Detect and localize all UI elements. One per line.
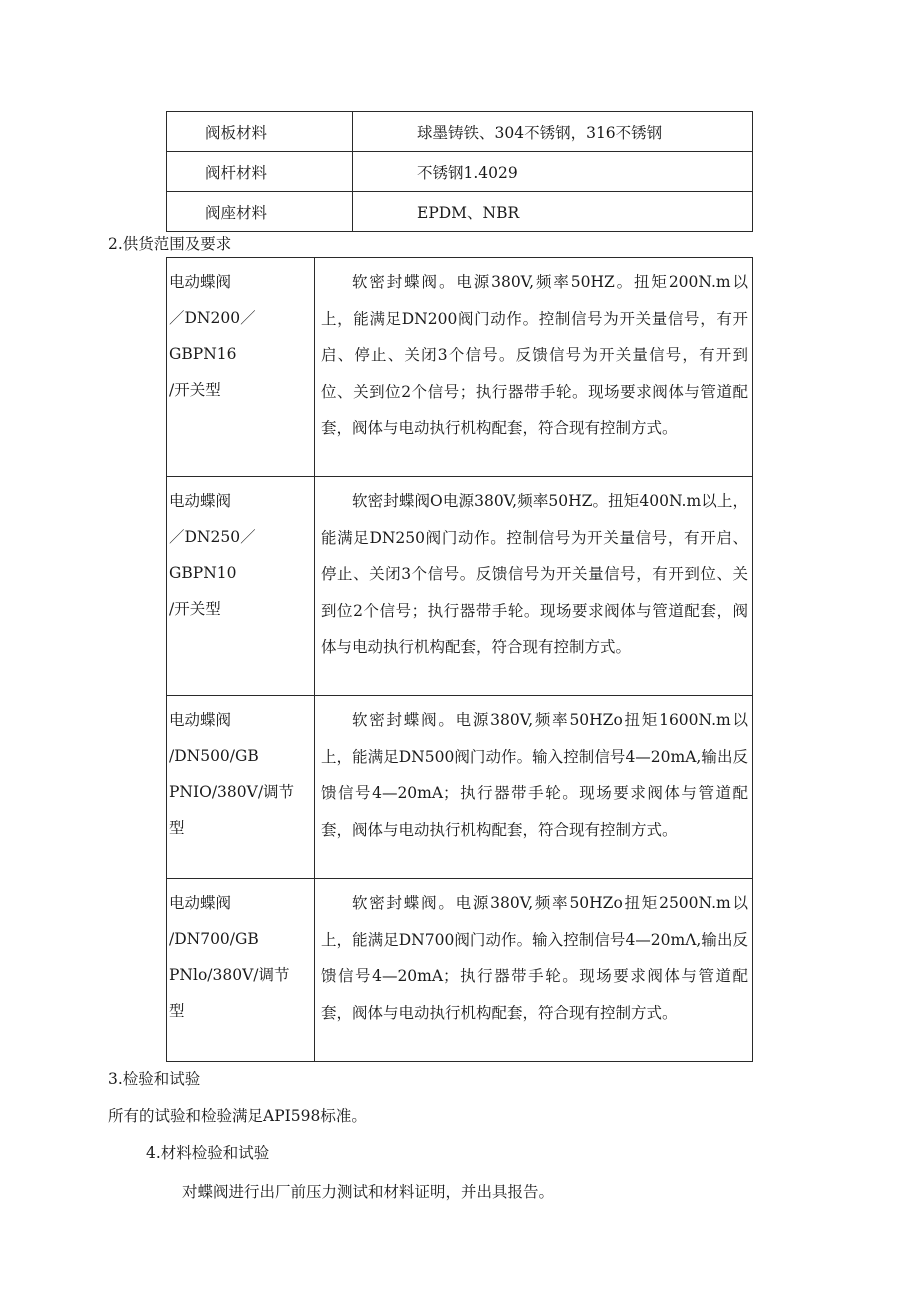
item-name-line: 电动蝶阀 [169, 273, 232, 291]
item-name-line: 电动蝶阀 [169, 711, 232, 729]
item-description-cell [315, 879, 753, 1062]
section-2-heading: 2.供货范围及要求 [108, 235, 232, 253]
section-4-text: 对蝶阀进行出厂前压力测试和材料证明，并出具报告。 [182, 1183, 555, 1201]
section-3-heading: 3.检验和试验 [108, 1070, 201, 1088]
section-4-heading: 4.材料检验和试验 [146, 1144, 270, 1162]
item-name-line: /DN700/GB [169, 930, 259, 948]
table-row [167, 258, 753, 477]
item-name-line: 型 [169, 1002, 185, 1020]
item-description-cell [315, 258, 753, 477]
item-description-cell [315, 477, 753, 696]
item-name-line: /开关型 [169, 600, 221, 618]
item-name-cell [167, 879, 315, 1062]
table-row [167, 477, 753, 696]
item-name-line: 电动蝶阀 [169, 894, 232, 912]
section-3-text: 所有的试验和检验满足API598标准。 [108, 1107, 367, 1125]
item-name-line: 型 [169, 819, 185, 837]
material-value: 球墨铸铁、304不锈钢，316不锈钢 [353, 112, 753, 152]
item-name-line: ／DN200／GBPN16 [169, 309, 256, 363]
item-name-line: /开关型 [169, 381, 221, 399]
item-name-cell [167, 258, 315, 477]
material-name: 阀板材料 [167, 112, 353, 152]
material-name: 阀座材料 [167, 192, 353, 232]
supply-table [166, 257, 753, 1062]
item-name-cell [167, 696, 315, 879]
item-name-line: 电动蝶阀 [169, 492, 232, 510]
material-value: 不锈钢1.4029 [353, 152, 753, 192]
item-name-line: /DN500/GB [169, 747, 259, 765]
table-row [167, 152, 753, 192]
item-description-cell [315, 696, 753, 879]
table-row [167, 112, 753, 152]
material-value: EPDM、NBR [353, 192, 753, 232]
item-description: 软密封蝶阀。电源380V,频率50HZo扭矩2500N.m以上，能满足DN700阀门动作。输入控制信号4—20mΛ,输出反馈信号4—20mA；执行器带手轮。现场要求阀体与管道配套，阀体与电动执行机构配套，符合现有控制方式。 [321, 894, 748, 1022]
table-row [167, 879, 753, 1062]
item-description: 软密封蝶阀。电源380V,频率50HZ。扭矩200N.m以上，能满足DN200阀门动作。控制信号为开关量信号，有开启、停止、关闭3个信号。反馈信号为开关量信号，有开到位、关到位2个信号；执行器带手轮。现场要求阀体与管道配套，阀体与电动执行机构配套，符合现有控制方式。 [321, 273, 748, 438]
item-description: 软密封蝶阀O电源380V,频率50HZ。扭矩400N.m以上，能满足DN250阀门动作。控制信号为开关量信号，有开启、停止、关闭3个信号。反馈信号为开关量信号，有开到位、关到位2个信号；执行器带手轮。现场要求阀体与管道配套，阀体与电动执行机构配套，符合现有控制方式。 [321, 492, 748, 657]
item-name-line: PNIO/380V/调节 [169, 783, 295, 801]
material-table [166, 111, 753, 232]
item-name-line: PNlo/380V/调节 [169, 966, 290, 984]
item-name-line: ／DN250／GBPN10 [169, 528, 256, 582]
item-name-cell [167, 477, 315, 696]
table-row [167, 192, 753, 232]
material-name: 阀杆材料 [167, 152, 353, 192]
item-description: 软密封蝶阀。电源380V,频率50HZo扭矩1600N.m以上，能满足DN500阀门动作。输入控制信号4—20mA,输出反馈信号4—20mA；执行器带手轮。现场要求阀体与管道配套，阀体与电动执行机构配套，符合现有控制方式。 [321, 711, 748, 839]
table-row [167, 696, 753, 879]
